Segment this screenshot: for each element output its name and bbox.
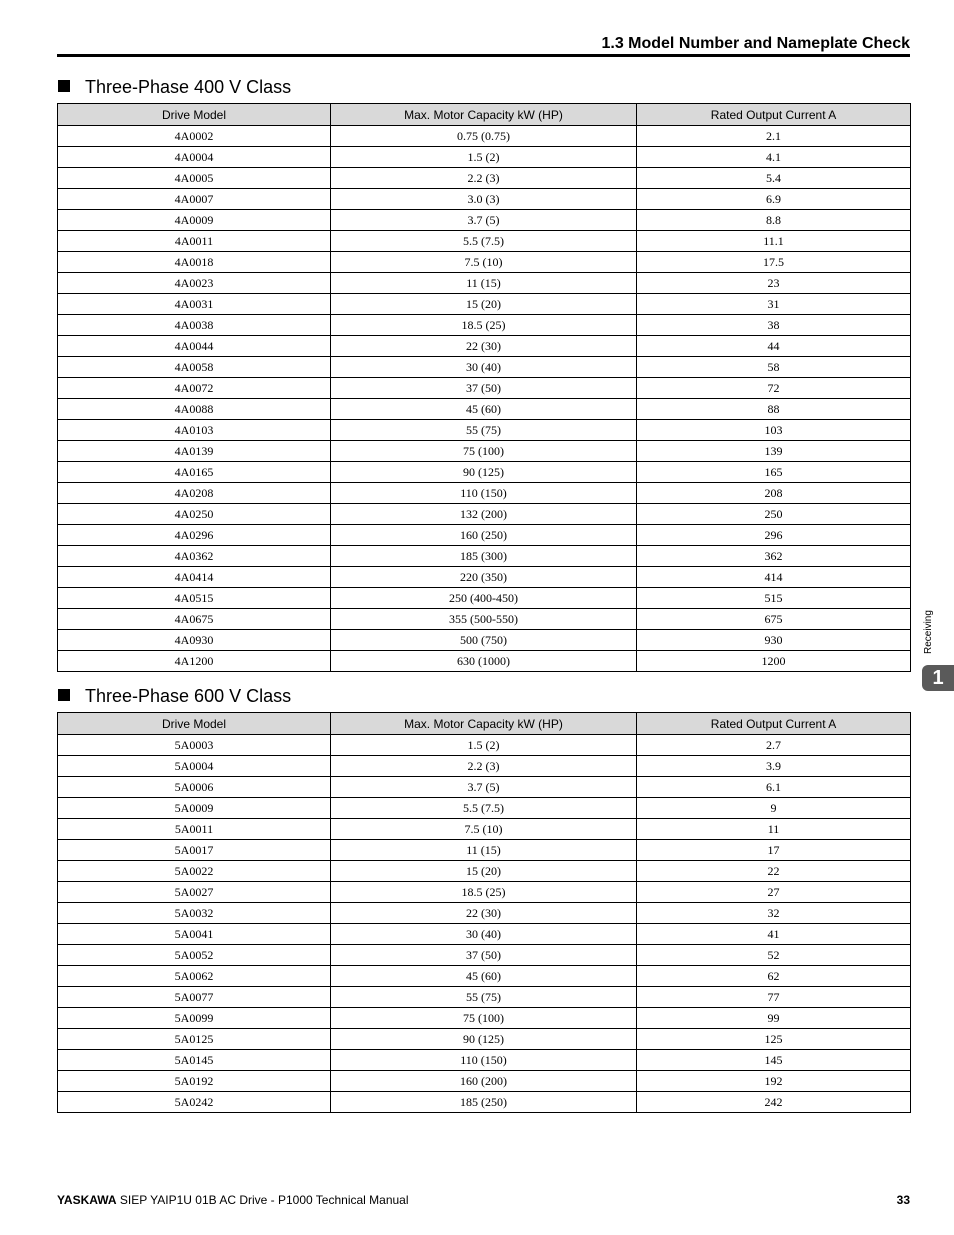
table-row (58, 777, 911, 798)
cell-drive-model: 4A0011 (58, 231, 331, 252)
table-row (58, 210, 911, 231)
cell-drive-model: 5A0052 (58, 945, 331, 966)
table-row (58, 126, 911, 147)
cell-drive-model: 5A0027 (58, 882, 331, 903)
cell-rated-output-current: 125 (637, 1029, 911, 1050)
cell-drive-model: 4A0250 (58, 504, 331, 525)
cell-max-motor-capacity: 160 (200) (331, 1071, 637, 1092)
cell-drive-model: 4A0009 (58, 210, 331, 231)
cell-rated-output-current: 31 (637, 294, 911, 315)
table-row (58, 756, 911, 777)
cell-max-motor-capacity: 55 (75) (331, 987, 637, 1008)
cell-rated-output-current: 22 (637, 861, 911, 882)
cell-rated-output-current: 165 (637, 462, 911, 483)
column-header-drive-model: Drive Model (58, 713, 331, 735)
cell-drive-model: 4A0004 (58, 147, 331, 168)
cell-max-motor-capacity: 132 (200) (331, 504, 637, 525)
table-row (58, 1008, 911, 1029)
table-header-row (58, 104, 911, 126)
cell-max-motor-capacity: 5.5 (7.5) (331, 231, 637, 252)
cell-drive-model: 5A0004 (58, 756, 331, 777)
table-row (58, 378, 911, 399)
table-row (58, 273, 911, 294)
table-row (58, 987, 911, 1008)
table-row (58, 567, 911, 588)
cell-drive-model: 4A0414 (58, 567, 331, 588)
cell-drive-model: 4A0005 (58, 168, 331, 189)
cell-drive-model: 4A0515 (58, 588, 331, 609)
table-row (58, 861, 911, 882)
table-row (58, 189, 911, 210)
cell-rated-output-current: 17 (637, 840, 911, 861)
cell-drive-model: 4A0044 (58, 336, 331, 357)
cell-rated-output-current: 72 (637, 378, 911, 399)
square-bullet-icon (58, 689, 70, 701)
cell-rated-output-current: 250 (637, 504, 911, 525)
table-row (58, 357, 911, 378)
cell-rated-output-current: 139 (637, 441, 911, 462)
cell-max-motor-capacity: 3.7 (5) (331, 777, 637, 798)
cell-max-motor-capacity: 90 (125) (331, 1029, 637, 1050)
cell-rated-output-current: 675 (637, 609, 911, 630)
cell-rated-output-current: 8.8 (637, 210, 911, 231)
cell-rated-output-current: 77 (637, 987, 911, 1008)
cell-rated-output-current: 515 (637, 588, 911, 609)
cell-drive-model: 5A0145 (58, 1050, 331, 1071)
table-row (58, 336, 911, 357)
cell-max-motor-capacity: 45 (60) (331, 966, 637, 987)
header-rule (57, 54, 910, 57)
footer-manual-info (57, 1193, 409, 1207)
cell-max-motor-capacity: 250 (400-450) (331, 588, 637, 609)
table-row (58, 735, 911, 756)
footer-page-number: 33 (896, 1193, 910, 1207)
table-row (58, 651, 911, 672)
cell-drive-model: 4A0088 (58, 399, 331, 420)
cell-rated-output-current: 32 (637, 903, 911, 924)
table-row (58, 483, 911, 504)
cell-rated-output-current: 930 (637, 630, 911, 651)
cell-drive-model: 4A0018 (58, 252, 331, 273)
cell-drive-model: 5A0006 (58, 777, 331, 798)
cell-max-motor-capacity: 18.5 (25) (331, 882, 637, 903)
cell-max-motor-capacity: 220 (350) (331, 567, 637, 588)
cell-max-motor-capacity: 500 (750) (331, 630, 637, 651)
cell-rated-output-current: 145 (637, 1050, 911, 1071)
cell-rated-output-current: 23 (637, 273, 911, 294)
table-row (58, 147, 911, 168)
column-header-rated-output-current: Rated Output Current A (637, 713, 911, 735)
cell-rated-output-current: 296 (637, 525, 911, 546)
table-row (58, 420, 911, 441)
cell-drive-model: 5A0242 (58, 1092, 331, 1113)
cell-drive-model: 4A0296 (58, 525, 331, 546)
table-body (58, 735, 911, 1113)
table-body (58, 126, 911, 672)
cell-rated-output-current: 41 (637, 924, 911, 945)
cell-max-motor-capacity: 18.5 (25) (331, 315, 637, 336)
table-row (58, 819, 911, 840)
cell-max-motor-capacity: 11 (15) (331, 273, 637, 294)
cell-rated-output-current: 242 (637, 1092, 911, 1113)
column-header-drive-model: Drive Model (58, 104, 331, 126)
cell-rated-output-current: 103 (637, 420, 911, 441)
cell-drive-model: 4A0031 (58, 294, 331, 315)
table-row (58, 441, 911, 462)
table-header-row (58, 713, 911, 735)
cell-rated-output-current: 62 (637, 966, 911, 987)
cell-max-motor-capacity: 160 (250) (331, 525, 637, 546)
cell-max-motor-capacity: 185 (250) (331, 1092, 637, 1113)
cell-rated-output-current: 2.1 (637, 126, 911, 147)
column-header-rated-output-current: Rated Output Current A (637, 104, 911, 126)
header-section-title: 1.3 Model Number and Nameplate Check (601, 35, 910, 52)
cell-max-motor-capacity: 185 (300) (331, 546, 637, 567)
cell-rated-output-current: 1200 (637, 651, 911, 672)
table-row (58, 231, 911, 252)
cell-rated-output-current: 58 (637, 357, 911, 378)
cell-max-motor-capacity: 90 (125) (331, 462, 637, 483)
cell-drive-model: 5A0022 (58, 861, 331, 882)
table-row (58, 1071, 911, 1092)
table-row (58, 525, 911, 546)
cell-drive-model: 5A0032 (58, 903, 331, 924)
cell-drive-model: 4A0103 (58, 420, 331, 441)
table-row (58, 399, 911, 420)
cell-drive-model: 4A0058 (58, 357, 331, 378)
cell-drive-model: 5A0192 (58, 1071, 331, 1092)
cell-max-motor-capacity: 5.5 (7.5) (331, 798, 637, 819)
table-row (58, 315, 911, 336)
cell-max-motor-capacity: 11 (15) (331, 840, 637, 861)
section-heading-text: Three-Phase 600 V Class (85, 686, 292, 706)
table-row (58, 294, 911, 315)
cell-drive-model: 4A0165 (58, 462, 331, 483)
cell-drive-model: 4A0139 (58, 441, 331, 462)
cell-drive-model: 5A0125 (58, 1029, 331, 1050)
cell-drive-model: 5A0003 (58, 735, 331, 756)
cell-max-motor-capacity: 630 (1000) (331, 651, 637, 672)
cell-rated-output-current: 9 (637, 798, 911, 819)
cell-drive-model: 4A0930 (58, 630, 331, 651)
cell-max-motor-capacity: 15 (20) (331, 294, 637, 315)
footer-brand: YASKAWA (57, 1193, 117, 1207)
table-row (58, 1050, 911, 1071)
cell-drive-model: 5A0009 (58, 798, 331, 819)
side-chapter-label-text: Receiving (923, 610, 934, 654)
cell-max-motor-capacity: 30 (40) (331, 924, 637, 945)
cell-rated-output-current: 192 (637, 1071, 911, 1092)
cell-max-motor-capacity: 30 (40) (331, 357, 637, 378)
chapter-tab: 1 (922, 665, 954, 691)
cell-drive-model: 4A0023 (58, 273, 331, 294)
table-600v (57, 712, 911, 1113)
table-row (58, 462, 911, 483)
cell-drive-model: 5A0041 (58, 924, 331, 945)
cell-rated-output-current: 5.4 (637, 168, 911, 189)
cell-drive-model: 5A0077 (58, 987, 331, 1008)
section-heading-600v (58, 686, 291, 706)
cell-max-motor-capacity: 1.5 (2) (331, 147, 637, 168)
cell-rated-output-current: 27 (637, 882, 911, 903)
table-row (58, 882, 911, 903)
cell-rated-output-current: 17.5 (637, 252, 911, 273)
cell-rated-output-current: 414 (637, 567, 911, 588)
table-row (58, 840, 911, 861)
cell-drive-model: 5A0062 (58, 966, 331, 987)
cell-drive-model: 4A1200 (58, 651, 331, 672)
cell-max-motor-capacity: 2.2 (3) (331, 168, 637, 189)
section-heading-400v (58, 77, 291, 97)
cell-rated-output-current: 11 (637, 819, 911, 840)
cell-max-motor-capacity: 22 (30) (331, 336, 637, 357)
cell-max-motor-capacity: 1.5 (2) (331, 735, 637, 756)
table-row (58, 1092, 911, 1113)
cell-max-motor-capacity: 110 (150) (331, 483, 637, 504)
table-400v (57, 103, 911, 672)
cell-max-motor-capacity: 0.75 (0.75) (331, 126, 637, 147)
cell-rated-output-current: 4.1 (637, 147, 911, 168)
section-heading-text: Three-Phase 400 V Class (85, 77, 292, 97)
cell-max-motor-capacity: 7.5 (10) (331, 252, 637, 273)
table-row (58, 966, 911, 987)
cell-drive-model: 5A0099 (58, 1008, 331, 1029)
cell-drive-model: 4A0208 (58, 483, 331, 504)
cell-rated-output-current: 52 (637, 945, 911, 966)
table-row (58, 630, 911, 651)
table-row (58, 945, 911, 966)
table-row (58, 168, 911, 189)
cell-max-motor-capacity: 22 (30) (331, 903, 637, 924)
table-row (58, 609, 911, 630)
cell-max-motor-capacity: 15 (20) (331, 861, 637, 882)
cell-max-motor-capacity: 55 (75) (331, 420, 637, 441)
cell-drive-model: 4A0007 (58, 189, 331, 210)
table-row (58, 1029, 911, 1050)
cell-max-motor-capacity: 3.0 (3) (331, 189, 637, 210)
cell-drive-model: 4A0072 (58, 378, 331, 399)
cell-max-motor-capacity: 110 (150) (331, 1050, 637, 1071)
cell-rated-output-current: 88 (637, 399, 911, 420)
cell-drive-model: 4A0675 (58, 609, 331, 630)
table-row (58, 252, 911, 273)
cell-rated-output-current: 3.9 (637, 756, 911, 777)
cell-max-motor-capacity: 75 (100) (331, 441, 637, 462)
cell-max-motor-capacity: 3.7 (5) (331, 210, 637, 231)
cell-rated-output-current: 362 (637, 546, 911, 567)
cell-rated-output-current: 6.1 (637, 777, 911, 798)
cell-rated-output-current: 38 (637, 315, 911, 336)
column-header-max-motor-capacity: Max. Motor Capacity kW (HP) (331, 104, 637, 126)
table-row (58, 588, 911, 609)
cell-rated-output-current: 44 (637, 336, 911, 357)
cell-max-motor-capacity: 7.5 (10) (331, 819, 637, 840)
cell-drive-model: 4A0362 (58, 546, 331, 567)
table-row (58, 504, 911, 525)
footer-manual-title: SIEP YAIP1U 01B AC Drive - P1000 Technical Manual (119, 1193, 409, 1207)
cell-rated-output-current: 208 (637, 483, 911, 504)
cell-drive-model: 5A0011 (58, 819, 331, 840)
cell-max-motor-capacity: 45 (60) (331, 399, 637, 420)
table-row (58, 924, 911, 945)
cell-max-motor-capacity: 37 (50) (331, 378, 637, 399)
table-row (58, 903, 911, 924)
cell-rated-output-current: 99 (637, 1008, 911, 1029)
cell-max-motor-capacity: 2.2 (3) (331, 756, 637, 777)
column-header-max-motor-capacity: Max. Motor Capacity kW (HP) (331, 713, 637, 735)
cell-max-motor-capacity: 355 (500-550) (331, 609, 637, 630)
cell-rated-output-current: 11.1 (637, 231, 911, 252)
table-row (58, 798, 911, 819)
square-bullet-icon (58, 80, 70, 92)
cell-rated-output-current: 2.7 (637, 735, 911, 756)
cell-max-motor-capacity: 75 (100) (331, 1008, 637, 1029)
cell-rated-output-current: 6.9 (637, 189, 911, 210)
cell-max-motor-capacity: 37 (50) (331, 945, 637, 966)
cell-drive-model: 4A0038 (58, 315, 331, 336)
cell-drive-model: 5A0017 (58, 840, 331, 861)
cell-drive-model: 4A0002 (58, 126, 331, 147)
table-row (58, 546, 911, 567)
